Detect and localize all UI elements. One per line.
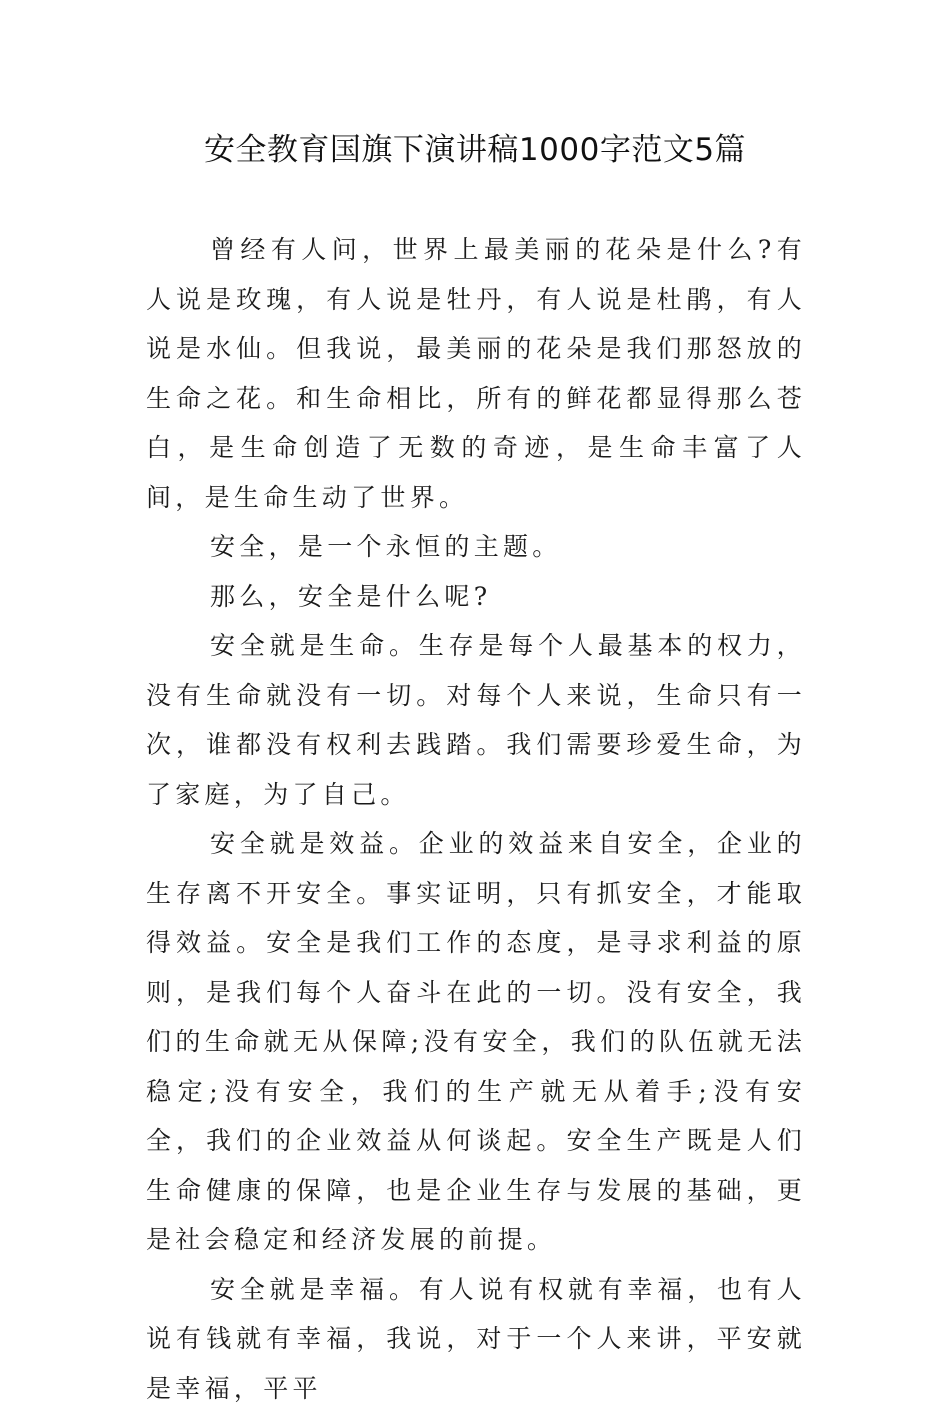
- document-body: [146, 225, 806, 1413]
- paragraph: 安全就是幸福。有人说有权就有幸福，也有人说有钱就有幸福，我说，对于一个人来讲，平安就是幸福，平平: [146, 1265, 806, 1413]
- paragraph: 安全，是一个永恒的主题。: [146, 522, 806, 572]
- paragraph: 曾经有人问，世界上最美丽的花朵是什么?有人说是玫瑰，有人说是牡丹，有人说是杜鹃，有人说是水仙。但我说，最美丽的花朵是我们那怒放的生命之花。和生命相比，所有的鲜花都显得那么苍白，是生命创造了无数的奇迹，是生命丰富了人间，是生命生动了世界。: [146, 225, 806, 522]
- paragraph: 安全就是生命。生存是每个人最基本的权力，没有生命就没有一切。对每个人来说，生命只有一次，谁都没有权利去践踏。我们需要珍爱生命，为了家庭，为了自己。: [146, 621, 806, 819]
- paragraph: 那么，安全是什么呢?: [146, 572, 806, 622]
- document-title: 安全教育国旗下演讲稿1000字范文5篇: [0, 128, 950, 172]
- paragraph: 安全就是效益。企业的效益来自安全，企业的生存离不开安全。事实证明，只有抓安全，才能取得效益。安全是我们工作的态度，是寻求利益的原则，是我们每个人奋斗在此的一切。没有安全，我们的生命就无从保障;没有安全，我们的队伍就无法稳定;没有安全，我们的生产就无从着手;没有安全，我们的企业效益从何谈起。安全生产既是人们生命健康的保障，也是企业生存与发展的基础，更是社会稳定和经济发展的前提。: [146, 819, 806, 1265]
